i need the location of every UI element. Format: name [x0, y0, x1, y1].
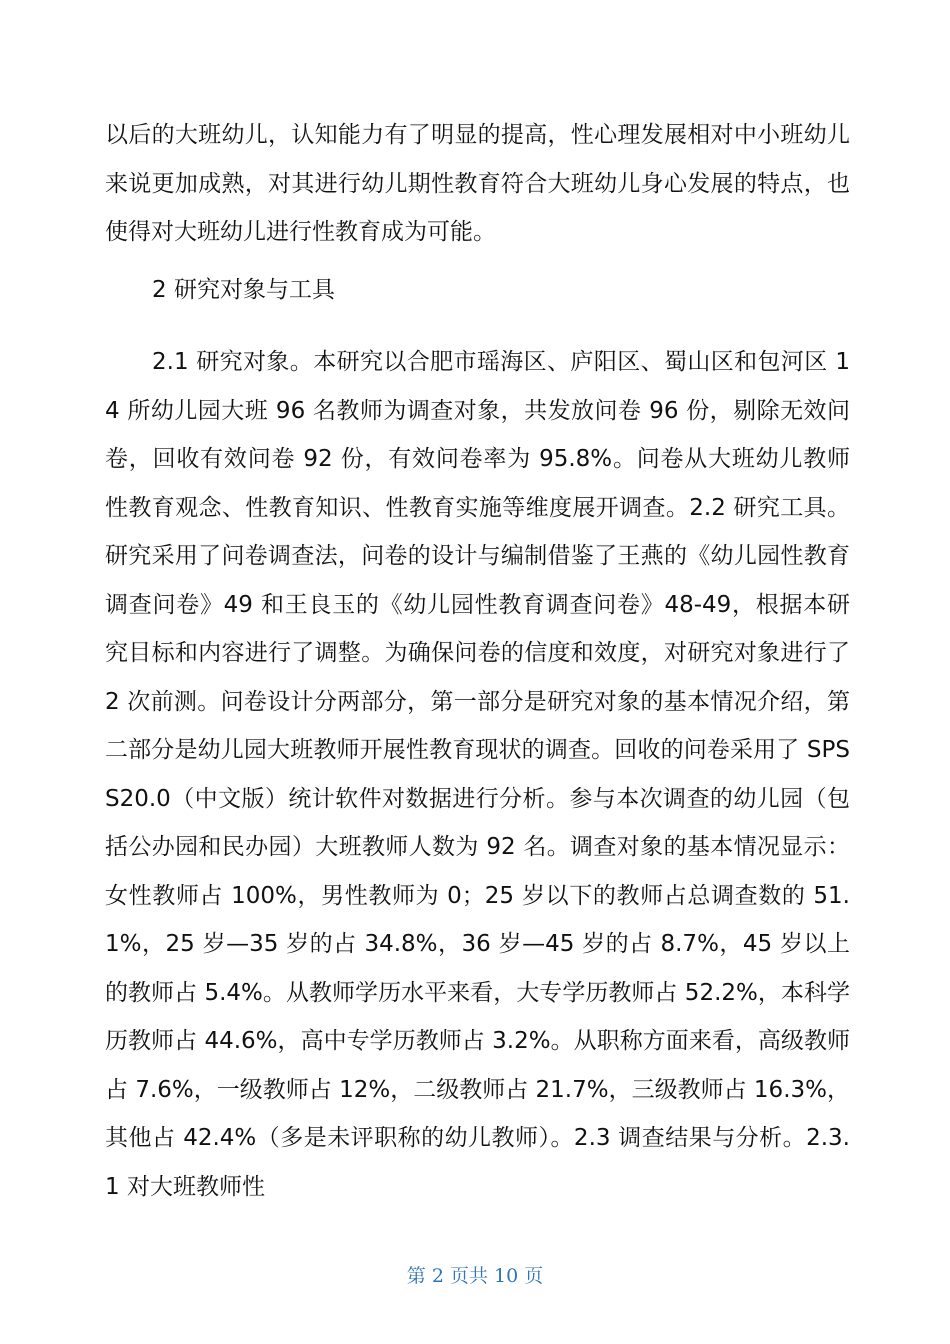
body-paragraph-1: 以后的大班幼儿，认知能力有了明显的提高，性心理发展相对中小班幼儿来说更加成熟，对其进行幼儿期性教育符合大班幼儿身心发展的特点，也使得对大班幼儿进行性教育成为可能。 [105, 122, 850, 245]
body-paragraph-2: 2.1 研究对象。本研究以合肥市瑶海区、庐阳区、蜀山区和包河区 14 所幼儿园大班 96 名教师为调查对象，共发放问卷 96 份，剔除无效问卷，回收有效问卷 92 份，有效问卷率为 95.8%。问卷从大班幼儿教师性教育观念、性教育知识、性教育实施等维度展开调查。2.2 研究工具。研究采用了问卷调查法，问卷的设计与编制借鉴了王燕的《幼儿园性教育调查问卷》49 和王良玉的《幼儿园性教育调查问卷》48-49，根据本研究目标和内容进行了调整。为确保问卷的信度和效度，对研究对象进行了 2 次前测。问卷设计分两部分，第一部分是研究对象的基本情况介绍，第二部分是幼儿园大班教师开展性教育现状的调查。回收的问卷采用了 SPSS20.0（中文版）统计软件对数据进行分析。参与本次调查的幼儿园（包括公办园和民办园）大班教师人数为 92 名。调查对象的基本情况显示：女性教师占 100%，男性教师为 0；25 岁以下的教师占总调查数的 51.1%，25 岁—35 岁的占 34.8%，36 岁—45 岁的占 8.7%，45 岁以上的教师占 5.4%。从教师学历水平来看，大专学历教师占 52.2%，本科学历教师占 44.6%，高中专学历教师占 3.2%。从职称方面来看，高级教师占 7.6%，一级教师占 12%，二级教师占 21.7%，三级教师占 16.3%，其他占 42.4%（多是未评职称的幼儿教师）。2.3 调查结果与分析。2.3.1 对大班教师性 [105, 349, 850, 1200]
section-heading: 2 研究对象与工具 [152, 277, 335, 303]
page-number-footer: 第 2 页共 10 页 [406, 1265, 544, 1287]
